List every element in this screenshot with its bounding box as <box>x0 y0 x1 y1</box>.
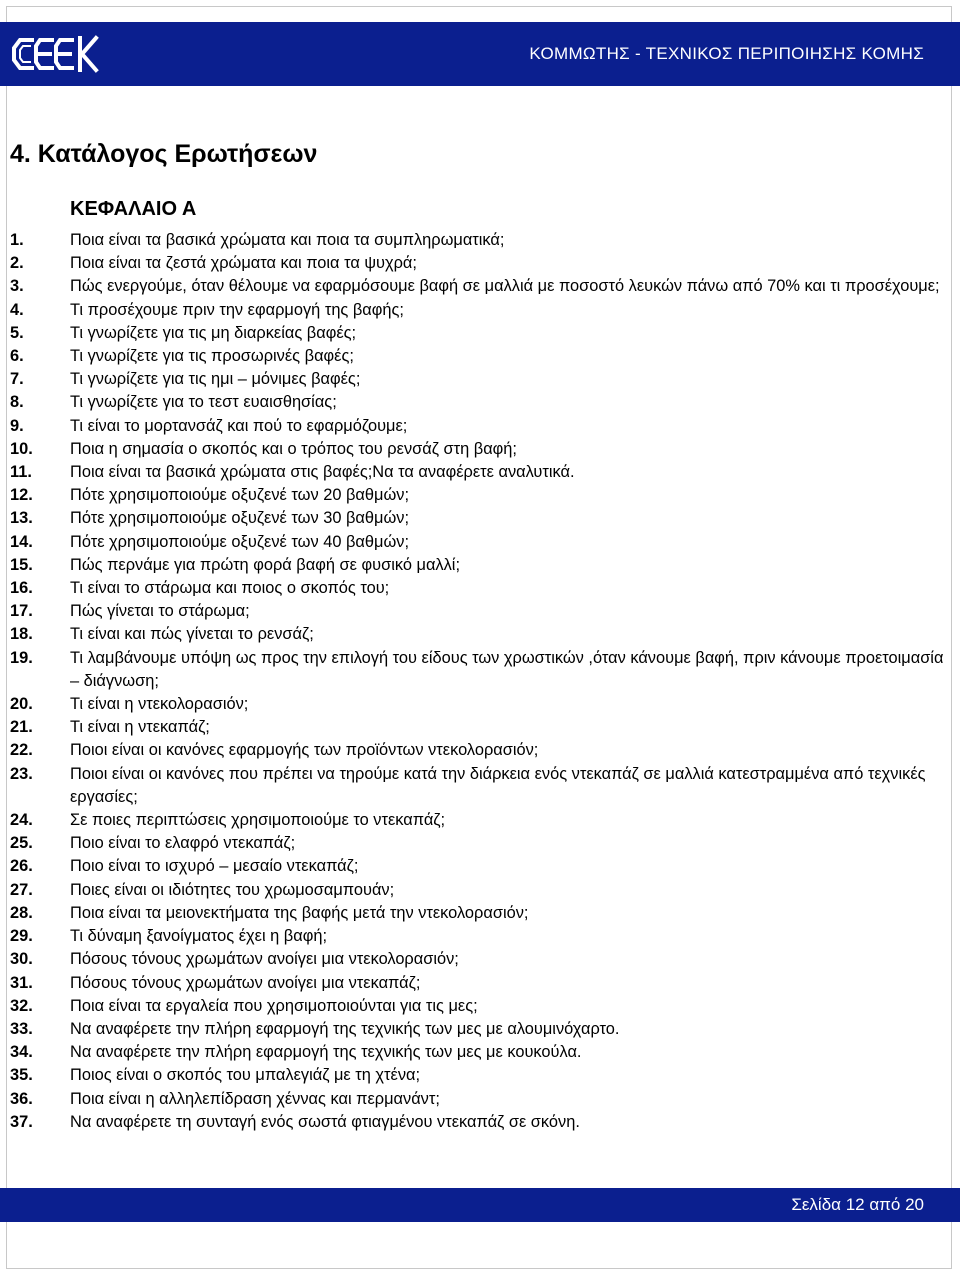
question-number: 34. <box>10 1043 33 1062</box>
question-item <box>10 623 950 646</box>
question-number: 32. <box>10 996 33 1015</box>
question-item <box>10 484 950 507</box>
question-text: Πώς περνάμε για πρώτη φορά βαφή σε φυσικό μαλλί; <box>70 555 461 574</box>
question-text: Ποια είναι τα βασικά χρώματα στις βαφές;Να τα αναφέρετε αναλυτικά. <box>70 463 575 482</box>
question-item <box>10 275 950 298</box>
question-text: Τι γνωρίζετε για τις προσωρινές βαφές; <box>70 347 354 366</box>
question-text: Ποιοι είναι οι κανόνες εφαρμογής των προϊόντων ντεκολορασιόν; <box>70 741 539 760</box>
question-item <box>10 995 950 1018</box>
question-text: Πώς γίνεται το στάρωμα; <box>70 602 250 621</box>
question-number: 17. <box>10 602 33 621</box>
question-item <box>10 554 950 577</box>
question-list <box>10 229 950 1134</box>
question-item <box>10 879 950 902</box>
question-number: 28. <box>10 903 33 922</box>
question-text: Να αναφέρετε τη συνταγή ενός σωστά φτιαγμένου ντεκαπάζ σε σκόνη. <box>70 1112 580 1131</box>
question-text: Ποια είναι τα βασικά χρώματα και ποια τα συμπληρωματικά; <box>70 231 505 249</box>
question-text: Σε ποιες περιπτώσεις χρησιμοποιούμε το ντεκαπάζ; <box>70 811 446 830</box>
question-number: 3. <box>10 277 24 296</box>
question-number: 15. <box>10 555 33 574</box>
question-text: Πότε χρησιμοποιούμε οξυζενέ των 20 βαθμών; <box>70 486 409 505</box>
question-number: 2. <box>10 254 24 273</box>
question-text: Πότε χρησιμοποιούμε οξυζενέ των 40 βαθμών; <box>70 532 409 551</box>
question-number: 33. <box>10 1019 33 1038</box>
question-item <box>10 391 950 414</box>
question-text: Τι δύναμη ξανοίγματος έχει η βαφή; <box>70 927 328 946</box>
question-number: 10. <box>10 439 33 458</box>
question-text: Πόσους τόνους χρωμάτων ανοίγει μια ντεκαπάζ; <box>70 973 421 992</box>
question-text: Τι είναι το μορτανσάζ και πού το εφαρμόζουμε; <box>70 416 408 435</box>
question-text: Ποια είναι η αλληλεπίδραση χέννας και περμανάντ; <box>70 1089 440 1108</box>
question-item <box>10 252 950 275</box>
question-number: 12. <box>10 486 33 505</box>
question-text: Τι λαμβάνουμε υπόψη ως προς την επιλογή του είδους των χρωστικών ,όταν κάνουμε βαφή, πριν κάνουμε προετοιμασία – διάγνωση; <box>70 648 944 690</box>
question-item <box>10 299 950 322</box>
question-item <box>10 229 950 252</box>
question-item <box>10 948 950 971</box>
question-number: 16. <box>10 579 33 598</box>
question-number: 27. <box>10 880 33 899</box>
question-number: 7. <box>10 370 24 389</box>
question-item <box>10 925 950 948</box>
question-item <box>10 902 950 925</box>
question-text: Ποιο είναι το ισχυρό – μεσαίο ντεκαπάζ; <box>70 857 359 876</box>
question-item <box>10 438 950 461</box>
question-item <box>10 809 950 832</box>
question-text: Ποια είναι τα εργαλεία που χρησιμοποιούνται για τις μες; <box>70 996 478 1015</box>
question-text: Να αναφέρετε την πλήρη εφαρμογή της τεχνικής των μες με κουκούλα. <box>70 1043 582 1062</box>
question-number: 8. <box>10 393 24 412</box>
question-number: 29. <box>10 927 33 946</box>
question-item <box>10 716 950 739</box>
question-number: 24. <box>10 811 33 830</box>
question-text: Τι γνωρίζετε για τις μη διαρκείας βαφές; <box>70 323 357 342</box>
question-number: 35. <box>10 1066 33 1085</box>
question-number: 22. <box>10 741 33 760</box>
question-item <box>10 763 950 809</box>
question-text: Ποια είναι τα μειονεκτήματα της βαφής μετά την ντεκολορασιόν; <box>70 903 529 922</box>
question-item <box>10 577 950 600</box>
question-number: 23. <box>10 764 33 783</box>
question-text: Τι προσέχουμε πριν την εφαρμογή της βαφής; <box>70 300 404 319</box>
question-item <box>10 832 950 855</box>
question-item <box>10 507 950 530</box>
question-number: 18. <box>10 625 33 644</box>
question-text: Πώς ενεργούμε, όταν θέλουμε να εφαρμόσουμε βαφή σε μαλλιά με ποσοστό λευκών πάνω από 70% και τι προσέχουμε; <box>70 277 940 296</box>
question-text: Πότε χρησιμοποιούμε οξυζενέ των 30 βαθμών; <box>70 509 409 528</box>
question-item <box>10 647 950 693</box>
section-title: 4. Κατάλογος Ερωτήσεων <box>10 140 318 168</box>
question-number: 31. <box>10 973 33 992</box>
question-number: 1. <box>10 231 24 249</box>
question-item <box>10 531 950 554</box>
question-text: Ποια είναι τα ζεστά χρώματα και ποια τα ψυχρά; <box>70 254 417 273</box>
question-text: Ποιοι είναι οι κανόνες που πρέπει να τηρούμε κατά την διάρκεια ενός ντεκαπάζ σε μαλλιά κατεστραμμένα από τεχνικές εργασίες; <box>70 764 926 806</box>
question-text: Τι είναι η ντεκαπάζ; <box>70 718 210 737</box>
question-item <box>10 322 950 345</box>
question-text: Ποια η σημασία ο σκοπός και ο τρόπος του ρενσάζ στη βαφή; <box>70 439 517 458</box>
question-item <box>10 1064 950 1087</box>
question-text: Ποιες είναι οι ιδιότητες του χρωμοσαμπουάν; <box>70 880 395 899</box>
question-number: 13. <box>10 509 33 528</box>
question-item <box>10 1041 950 1064</box>
question-item <box>10 600 950 623</box>
question-number: 4. <box>10 300 24 319</box>
question-text: Τι γνωρίζετε για τις ημι – μόνιμες βαφές; <box>70 370 361 389</box>
question-item <box>10 855 950 878</box>
question-item <box>10 345 950 368</box>
question-number: 26. <box>10 857 33 876</box>
chapter-title: ΚΕΦΑΛΑΙΟ Α <box>70 198 197 220</box>
question-item <box>10 1111 950 1134</box>
question-number: 11. <box>10 463 32 482</box>
question-number: 19. <box>10 648 33 667</box>
question-text: Πόσους τόνους χρωμάτων ανοίγει μια ντεκολορασιόν; <box>70 950 459 969</box>
question-text: Ποιο είναι το ελαφρό ντεκαπάζ; <box>70 834 296 853</box>
question-number: 30. <box>10 950 33 969</box>
question-item <box>10 739 950 762</box>
page-number: Σελίδα 12 από 20 <box>791 1195 924 1214</box>
cee-logo-icon <box>8 30 100 78</box>
question-number: 14. <box>10 532 33 551</box>
question-text: Τι γνωρίζετε για το τεστ ευαισθησίας; <box>70 393 337 412</box>
question-text: Τι είναι το στάρωμα και ποιος ο σκοπός του; <box>70 579 390 598</box>
question-item <box>10 368 950 391</box>
question-number: 9. <box>10 416 24 435</box>
question-number: 20. <box>10 695 33 714</box>
question-item <box>10 415 950 438</box>
question-number: 6. <box>10 347 24 366</box>
header-title: ΚΟΜΜΩΤΗΣ - ΤΕΧΝΙΚΟΣ ΠΕΡΙΠΟΙΗΣΗΣ ΚΟΜΗΣ <box>529 44 924 63</box>
question-item <box>10 461 950 484</box>
question-number: 5. <box>10 323 24 342</box>
question-item <box>10 693 950 716</box>
question-text: Τι είναι και πώς γίνεται το ρενσάζ; <box>70 625 314 644</box>
question-number: 21. <box>10 718 33 737</box>
question-text: Τι είναι η ντεκολορασιόν; <box>70 695 249 714</box>
question-number: 25. <box>10 834 33 853</box>
question-number: 36. <box>10 1089 33 1108</box>
question-item <box>10 972 950 995</box>
question-text: Να αναφέρετε την πλήρη εφαρμογή της τεχνικής των μες με αλουμινόχαρτο. <box>70 1019 620 1038</box>
question-number: 37. <box>10 1112 33 1131</box>
question-item <box>10 1018 950 1041</box>
question-text: Ποιος είναι ο σκοπός του μπαλεγιάζ με τη χτένα; <box>70 1066 421 1085</box>
question-item <box>10 1088 950 1111</box>
